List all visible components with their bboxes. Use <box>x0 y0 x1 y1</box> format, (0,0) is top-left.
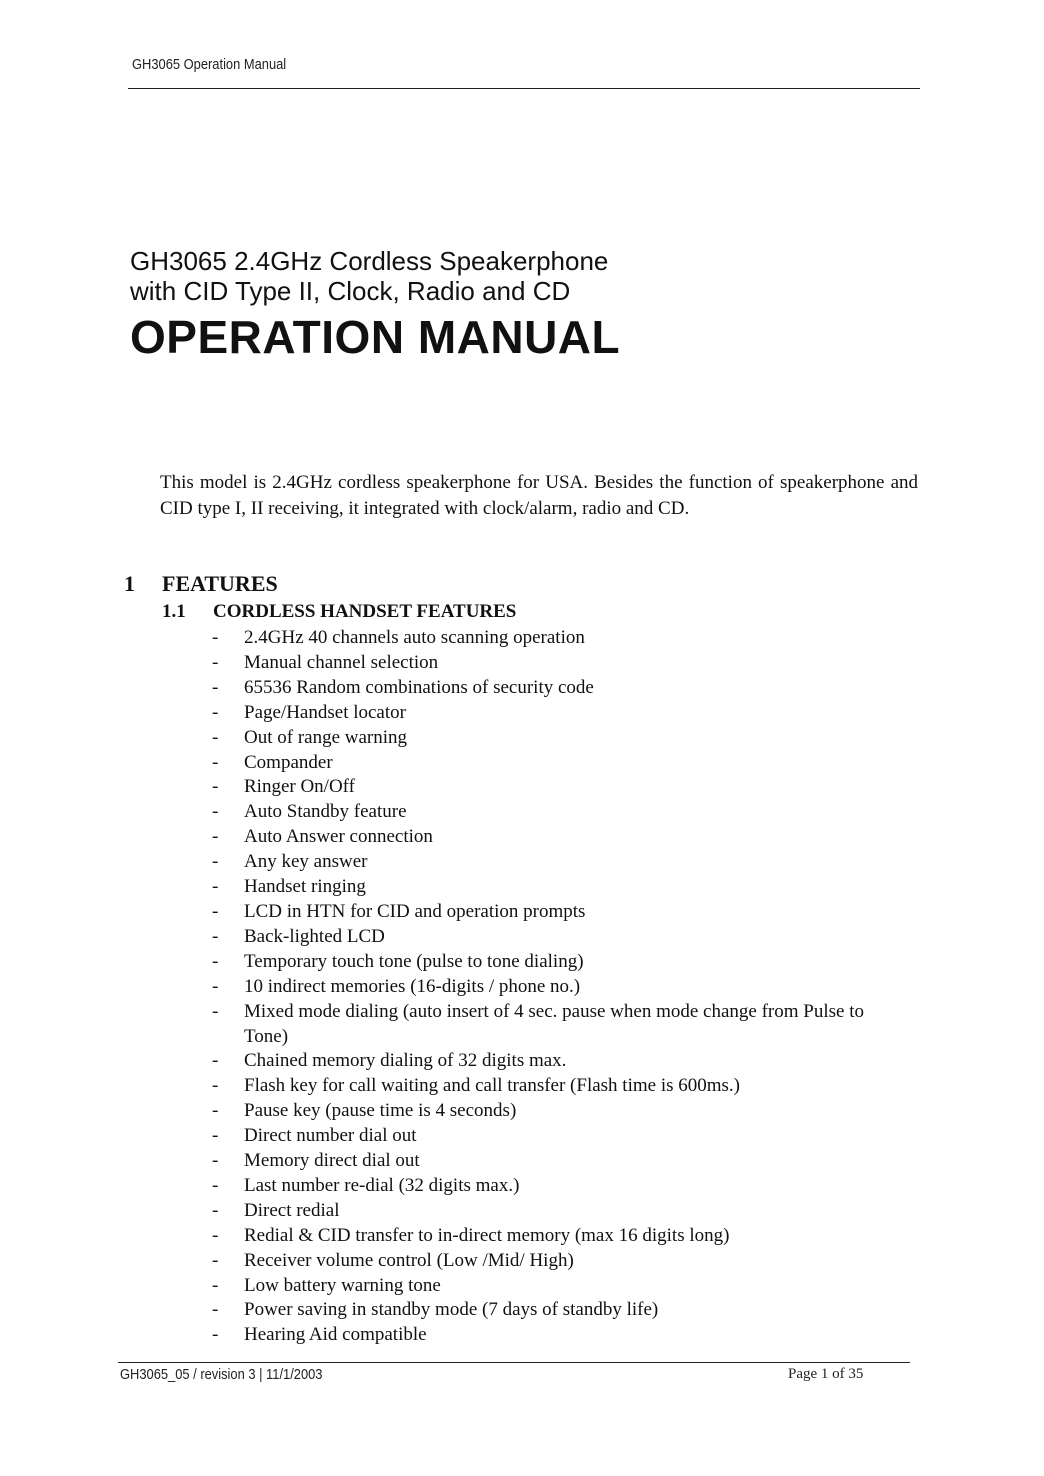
feature-text: Memory direct dial out <box>244 1150 420 1172</box>
feature-item <box>212 1298 912 1323</box>
feature-text: Pause key (pause time is 4 seconds) <box>244 1100 517 1122</box>
bullet-dash: - <box>212 1125 219 1147</box>
feature-item <box>212 925 912 950</box>
bullet-dash: - <box>212 627 219 648</box>
bullet-dash: - <box>212 1075 219 1097</box>
feature-text: Manual channel selection <box>244 651 439 673</box>
feature-text: Auto Answer connection <box>244 826 433 848</box>
subsection-heading: CORDLESS HANDSET FEATURES <box>213 601 517 622</box>
feature-text: 2.4GHz 40 channels auto scanning operation <box>244 627 585 648</box>
bullet-dash: - <box>212 1174 219 1196</box>
bullet-dash: - <box>212 1299 219 1321</box>
bullet-dash: - <box>212 1150 219 1172</box>
bullet-dash: - <box>212 676 219 698</box>
feature-item <box>212 626 912 651</box>
bullet-dash: - <box>212 975 219 997</box>
feature-text: Direct number dial out <box>244 1125 417 1147</box>
feature-text: Page/Handset locator <box>244 701 406 723</box>
feature-item <box>212 726 912 751</box>
bullet-dash: - <box>212 776 219 798</box>
feature-text: Out of range warning <box>244 726 408 748</box>
section-heading: FEATURES <box>162 571 278 596</box>
feature-item <box>212 1099 912 1124</box>
feature-item <box>212 1174 912 1199</box>
feature-text: Chained memory dialing of 32 digits max. <box>244 1050 567 1072</box>
bullet-dash: - <box>212 1050 219 1072</box>
bullet-dash: - <box>212 1000 219 1022</box>
header-rule <box>128 88 920 89</box>
bullet-dash: - <box>212 925 219 947</box>
bullet-dash: - <box>212 651 219 673</box>
section-number: 1 <box>124 571 135 596</box>
feature-text: Redial & CID transfer to in-direct memory (max 16 digits long) <box>244 1224 730 1246</box>
feature-text: 65536 Random combinations of security code <box>244 676 594 698</box>
feature-item <box>212 1274 912 1299</box>
feature-text: Last number re-dial (32 digits max.) <box>244 1174 520 1196</box>
feature-item <box>212 1124 912 1149</box>
bullet-dash: - <box>212 950 219 972</box>
feature-item <box>212 775 912 800</box>
feature-item <box>212 1224 912 1249</box>
feature-item <box>212 751 912 776</box>
feature-text: Ringer On/Off <box>244 776 355 798</box>
feature-item <box>212 676 912 701</box>
feature-item <box>212 900 912 925</box>
feature-item <box>212 651 912 676</box>
feature-item <box>212 825 912 850</box>
feature-item <box>212 1249 912 1274</box>
bullet-dash: - <box>212 1100 219 1122</box>
footer-rule <box>118 1362 910 1363</box>
subsection-number: 1.1 <box>162 601 186 622</box>
document-title: OPERATION MANUAL <box>130 311 621 363</box>
feature-text: Hearing Aid compatible <box>244 1324 427 1346</box>
feature-item <box>212 875 912 900</box>
page-number: Page 1 of 35 <box>788 1366 864 1382</box>
feature-item <box>212 701 912 726</box>
feature-item <box>212 975 912 1000</box>
feature-item <box>212 1074 912 1099</box>
bullet-dash: - <box>212 751 219 773</box>
title-line-1: GH3065 2.4GHz Cordless Speakerphone <box>130 246 609 276</box>
feature-text: Any key answer <box>244 851 368 873</box>
feature-item <box>212 1323 912 1348</box>
feature-text: Flash key for call waiting and call transfer (Flash time is 600ms.) <box>244 1075 740 1097</box>
feature-text: Temporary touch tone (pulse to tone dialing) <box>244 950 584 972</box>
feature-item <box>212 1149 912 1174</box>
bullet-dash: - <box>212 1224 219 1246</box>
feature-text: 10 indirect memories (16-digits / phone no.) <box>244 975 581 997</box>
feature-text: Back-lighted LCD <box>244 925 385 947</box>
intro-paragraph: This model is 2.4GHz cordless speakerphone for USA. Besides the function of speakerphone and CID type I, II receiving, it integrated with clock/alarm, radio and CD. <box>160 472 918 519</box>
running-header: GH3065 Operation Manual <box>132 56 287 73</box>
bullet-dash: - <box>212 1249 219 1271</box>
feature-item <box>212 800 912 825</box>
bullet-dash: - <box>212 900 219 922</box>
feature-text: Low battery warning tone <box>244 1274 441 1296</box>
feature-item <box>212 1049 912 1074</box>
footer-revision: GH3065_05 / revision 3 | 11/1/2003 <box>120 1366 323 1383</box>
feature-item <box>212 950 912 975</box>
bullet-dash: - <box>212 801 219 823</box>
bullet-dash: - <box>212 851 219 873</box>
bullet-dash: - <box>212 1274 219 1296</box>
bullet-dash: - <box>212 701 219 723</box>
feature-text: Auto Standby feature <box>244 801 407 823</box>
feature-text: Mixed mode dialing (auto insert of 4 sec. pause when mode change from Pulse to Tone) <box>244 1000 864 1047</box>
bullet-dash: - <box>212 1324 219 1346</box>
feature-text: Power saving in standby mode (7 days of standby life) <box>244 1299 659 1321</box>
feature-list <box>212 626 912 1348</box>
bullet-dash: - <box>212 826 219 848</box>
bullet-dash: - <box>212 876 219 898</box>
feature-text: Receiver volume control (Low /Mid/ High) <box>244 1249 574 1271</box>
feature-item <box>212 1199 912 1224</box>
feature-text: LCD in HTN for CID and operation prompts <box>244 900 586 922</box>
feature-text: Compander <box>244 751 333 773</box>
title-line-2: with CID Type II, Clock, Radio and CD <box>130 276 571 306</box>
feature-text: Direct redial <box>244 1199 340 1221</box>
feature-item <box>212 1000 912 1050</box>
feature-text: Handset ringing <box>244 876 366 898</box>
feature-item <box>212 850 912 875</box>
bullet-dash: - <box>212 726 219 748</box>
bullet-dash: - <box>212 1199 219 1221</box>
